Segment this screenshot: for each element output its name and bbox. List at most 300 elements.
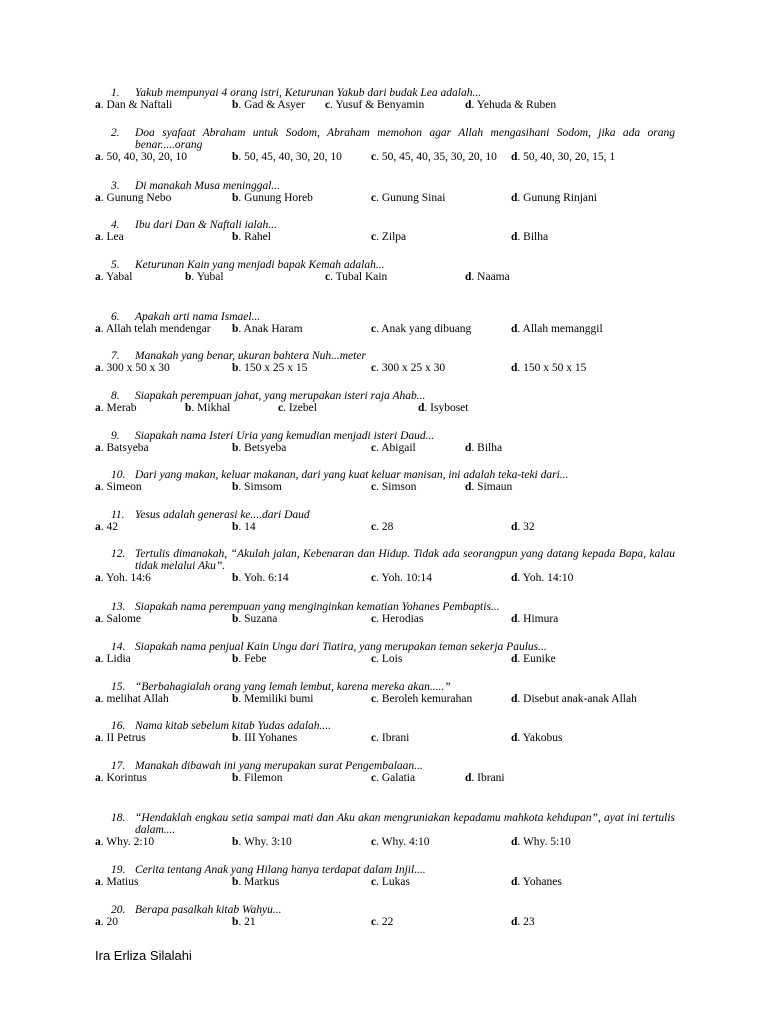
answer-option-d: d. Naama [465, 271, 510, 283]
answer-option-b: b. 50, 45, 40, 30, 20, 10 [232, 151, 342, 163]
question-item [95, 219, 675, 244]
question-number: 3. [111, 180, 120, 192]
question-number: 10. [111, 469, 126, 481]
option-text: 300 x 25 x 30 [381, 362, 446, 374]
option-letter: a [95, 732, 101, 744]
option-letter: a [95, 613, 101, 625]
option-letter: d [465, 99, 472, 111]
option-letter: b [232, 653, 239, 665]
answer-option-d: d. 23 [511, 916, 535, 928]
answer-option-d: d. Ibrani [465, 772, 505, 784]
answer-option-a: a. Yabal [95, 271, 133, 283]
answer-option-a: a. Gunung Nebo [95, 192, 172, 204]
question-text: Keturunan Kain yang menjadi bapak Kemah adalah... [135, 259, 385, 271]
option-text: Bilha [477, 442, 503, 454]
question-text-line [95, 548, 675, 572]
option-letter: a [95, 151, 101, 163]
question-item [95, 641, 675, 666]
option-text: 20 [106, 916, 118, 928]
question-item [95, 760, 675, 785]
question-text-line [95, 681, 675, 693]
question-item [95, 390, 675, 415]
question-text-line [95, 87, 675, 99]
option-letter: c [325, 271, 331, 283]
question-item [95, 548, 675, 585]
option-text: 50, 40, 30, 20, 15, 1 [523, 151, 616, 163]
question-text: Ibu dari Dan & Naftali ialah... [135, 219, 277, 231]
option-text: Gunung Horeb [244, 192, 313, 204]
option-letter: b [185, 271, 192, 283]
option-letter: a [95, 481, 101, 493]
option-letter: d [511, 151, 518, 163]
answer-option-c: c. Simson [371, 481, 417, 493]
question-text: Siapakah perempuan jahat, yang merupakan isteri raja Ahab... [135, 390, 426, 402]
option-text: Gunung Sinai [381, 192, 446, 204]
option-letter: d [511, 613, 518, 625]
option-letter: d [511, 916, 518, 928]
footer-author: Ira Erliza Silalahi [95, 948, 192, 963]
question-text: Tertulis dimanakah, “Akulah jalan, Kebenaran dan Hidup. Tidak ada seorangpun yang datang kepada Bapa, kalau tidak melalui Aku”. [135, 548, 675, 572]
option-letter: a [95, 192, 101, 204]
option-letter: c [371, 362, 377, 374]
question-number: 13. [111, 601, 126, 613]
option-letter: c [371, 772, 377, 784]
answer-option-b: b. Suzana [232, 613, 278, 625]
answer-option-c: c. Abigail [371, 442, 416, 454]
answer-option-b: b. Markus [232, 876, 280, 888]
option-text: Izebel [288, 402, 317, 414]
question-text-line [95, 259, 675, 271]
question-item [95, 87, 675, 112]
option-text: Lukas [381, 876, 410, 888]
question-number: 12. [111, 548, 126, 560]
option-letter: b [232, 732, 239, 744]
option-text: Yusuf & Benyamin [335, 99, 425, 111]
option-text: 23 [523, 916, 535, 928]
option-text: Naama [477, 271, 510, 283]
question-text-line [95, 641, 675, 653]
option-letter: d [511, 192, 518, 204]
question-number: 16. [111, 720, 126, 732]
answer-option-a: a. II Petrus [95, 732, 146, 744]
option-letter: a [95, 521, 101, 533]
option-text: Lea [106, 231, 124, 243]
option-letter: a [95, 836, 101, 848]
answer-option-c: c. Herodias [371, 613, 424, 625]
option-letter: c [371, 732, 377, 744]
option-letter: a [95, 402, 101, 414]
answer-options [95, 772, 675, 785]
option-text: 150 x 50 x 15 [523, 362, 587, 374]
question-text: Berapa pasalkah kitab Wahyu... [135, 904, 282, 916]
answer-option-d: d. Bilha [511, 231, 549, 243]
question-item [95, 601, 675, 626]
option-text: Memiliki bumi [244, 693, 314, 705]
option-text: 50, 40, 30, 20, 10 [106, 151, 187, 163]
option-text: Simeon [106, 481, 142, 493]
answer-option-b: b. 150 x 25 x 15 [232, 362, 308, 374]
question-text-line [95, 311, 675, 323]
option-letter: b [232, 772, 239, 784]
option-letter: b [232, 572, 239, 584]
answer-option-d: d. Allah memanggil [511, 323, 603, 335]
option-text: Yohanes [522, 876, 562, 888]
answer-options [95, 323, 675, 336]
option-letter: c [371, 442, 377, 454]
option-letter: c [371, 231, 377, 243]
option-text: 14 [244, 521, 256, 533]
answer-option-c: c. 300 x 25 x 30 [371, 362, 446, 374]
option-letter: b [232, 521, 239, 533]
question-item [95, 812, 675, 849]
question-number: 20. [111, 904, 126, 916]
option-text: 32 [523, 521, 535, 533]
option-letter: d [511, 693, 518, 705]
option-letter: b [232, 836, 239, 848]
option-text: Yubal [196, 271, 224, 283]
answer-option-a: a. Yoh. 14:6 [95, 572, 151, 584]
answer-options [95, 916, 675, 929]
option-letter: c [371, 481, 377, 493]
answer-option-c: c. Galatia [371, 772, 416, 784]
question-text: Di manakah Musa meninggal... [135, 180, 281, 192]
answer-option-a: a. Batsyeba [95, 442, 149, 454]
option-letter: c [371, 192, 377, 204]
question-item [95, 259, 675, 284]
question-item [95, 681, 675, 706]
option-text: Bilha [523, 231, 549, 243]
question-number: 11. [111, 509, 125, 521]
option-text: 28 [381, 521, 394, 533]
option-letter: d [511, 836, 518, 848]
option-letter: a [95, 772, 101, 784]
option-letter: b [232, 192, 239, 204]
option-letter: b [232, 481, 239, 493]
answer-option-c: c. Lukas [371, 876, 410, 888]
option-letter: d [511, 653, 518, 665]
option-text: Why. 5:10 [522, 836, 571, 848]
option-letter: b [232, 231, 239, 243]
question-text-line [95, 904, 675, 916]
question-number: 7. [111, 350, 120, 362]
answer-option-a: a. Salome [95, 613, 141, 625]
question-text-line [95, 601, 675, 613]
answer-options [95, 481, 675, 494]
answer-option-b: b. Betsyeba [232, 442, 287, 454]
option-text: Herodias [381, 613, 424, 625]
question-text-line [95, 720, 675, 732]
answer-option-a: a. 300 x 50 x 30 [95, 362, 170, 374]
option-text: Yoh. 14:10 [522, 572, 574, 584]
option-text: 22 [381, 916, 394, 928]
option-text: Gunung Nebo [106, 192, 172, 204]
option-text: 50, 45, 40, 35, 30, 20, 10 [381, 151, 497, 163]
answer-option-d: d. Yakobus [511, 732, 563, 744]
option-letter: a [95, 572, 101, 584]
option-text: Yoh. 6:14 [243, 572, 289, 584]
option-letter: d [511, 876, 518, 888]
question-number: 8. [111, 390, 120, 402]
answer-option-c: c. Izebel [278, 402, 317, 414]
answer-option-b: b. Yoh. 6:14 [232, 572, 289, 584]
option-text: Simsom [244, 481, 282, 493]
answer-option-a: a. Merab [95, 402, 137, 414]
answer-option-b: b. Mikhal [185, 402, 231, 414]
option-letter: b [232, 613, 239, 625]
answer-option-c: c. Ibrani [371, 732, 410, 744]
option-letter: c [371, 693, 377, 705]
option-text: Gunung Rinjani [523, 192, 597, 204]
option-text: Korintus [106, 772, 147, 784]
question-text: Yakub mempunyai 4 orang istri, Keturunan Yakub dari budak Lea adalah... [135, 87, 482, 99]
option-text: Gad & Asyer [244, 99, 305, 111]
answer-option-d: d. Bilha [465, 442, 503, 454]
option-text: 21 [244, 916, 256, 928]
option-text: Yoh. 10:14 [381, 572, 433, 584]
answer-options [95, 231, 675, 244]
question-item [95, 430, 675, 455]
answer-options [95, 732, 675, 745]
answer-option-c: c. Yoh. 10:14 [371, 572, 433, 584]
option-text: III Yohanes [244, 732, 298, 744]
answer-option-c: c. 28 [371, 521, 394, 533]
question-text-line [95, 430, 675, 442]
option-text: Disebut anak-anak Allah [523, 693, 637, 705]
option-text: Galatia [381, 772, 416, 784]
question-text: Doa syafaat Abraham untuk Sodom, Abraham memohon agar Allah mengasihani Sodom, jika ada orang benar.....orang [135, 127, 675, 151]
question-text: “Berbahagialah orang yang lemah lembut, karena mereka akan.....” [135, 681, 451, 693]
option-letter: a [95, 271, 101, 283]
answer-options [95, 613, 675, 626]
answer-option-c: c. Beroleh kemurahan [371, 693, 473, 705]
option-letter: d [511, 231, 518, 243]
answer-option-c: c. 50, 45, 40, 35, 30, 20, 10 [371, 151, 497, 163]
option-letter: a [95, 231, 101, 243]
question-number: 19. [111, 864, 126, 876]
option-letter: b [232, 323, 239, 335]
option-text: Febe [244, 653, 267, 665]
option-text: Ibrani [477, 772, 505, 784]
question-item [95, 904, 675, 929]
answer-option-b: b. Why. 3:10 [232, 836, 292, 848]
option-letter: d [511, 323, 518, 335]
question-text: Cerita tentang Anak yang Hilang hanya terdapat dalam Injil.... [135, 864, 426, 876]
question-item [95, 180, 675, 205]
answer-option-c: c. Zilpa [371, 231, 407, 243]
option-letter: d [465, 442, 472, 454]
option-text: Allah telah mendengar [105, 323, 211, 335]
option-text: 50, 45, 40, 30, 20, 10 [244, 151, 342, 163]
question-text-line [95, 390, 675, 402]
option-text: Beroleh kemurahan [381, 693, 473, 705]
option-letter: c [278, 402, 284, 414]
answer-option-b: b. Filemon [232, 772, 283, 784]
option-text: Yakobus [522, 732, 563, 744]
answer-option-b: b. Rahel [232, 231, 271, 243]
answer-option-a: a. Lidia [95, 653, 131, 665]
option-letter: b [185, 402, 192, 414]
answer-option-b: b. Yubal [185, 271, 224, 283]
question-text-line [95, 509, 675, 521]
option-letter: a [95, 99, 101, 111]
question-text-line [95, 219, 675, 231]
option-letter: b [232, 151, 239, 163]
answer-option-d: d. Gunung Rinjani [511, 192, 597, 204]
answer-options [95, 192, 675, 205]
option-text: II Petrus [106, 732, 146, 744]
answer-option-b: b. Gad & Asyer [232, 99, 305, 111]
option-text: Ibrani [381, 732, 410, 744]
option-letter: d [465, 481, 472, 493]
answer-option-d: d. Disebut anak-anak Allah [511, 693, 637, 705]
option-letter: a [95, 442, 101, 454]
question-item [95, 311, 675, 336]
option-letter: c [325, 99, 331, 111]
answer-option-b: b. Gunung Horeb [232, 192, 313, 204]
answer-option-c: c. Yusuf & Benyamin [325, 99, 425, 111]
answer-options [95, 653, 675, 666]
option-letter: c [371, 653, 377, 665]
answer-option-d: d. Himura [511, 613, 559, 625]
option-text: Isyboset [430, 402, 469, 414]
answer-options [95, 151, 675, 164]
option-letter: a [95, 693, 101, 705]
answer-option-a: a. Allah telah mendengar [95, 323, 211, 335]
option-text: 150 x 25 x 15 [244, 362, 308, 374]
question-text: Manakah dibawah ini yang merupakan surat Pengembalaan... [135, 760, 423, 772]
question-text: Siapakah nama Isteri Uria yang kemudian menjadi isteri Daud... [135, 430, 435, 442]
option-letter: b [232, 442, 239, 454]
answer-option-a: a. Lea [95, 231, 124, 243]
option-text: Suzana [244, 613, 278, 625]
answer-option-d: d. 150 x 50 x 15 [511, 362, 587, 374]
option-text: Why. 3:10 [243, 836, 292, 848]
option-text: Zilpa [381, 231, 407, 243]
question-number: 18. [111, 812, 126, 824]
answer-option-d: d. Eunike [511, 653, 556, 665]
question-number: 5. [111, 259, 120, 271]
option-text: Matius [106, 876, 139, 888]
answer-option-c: c. Why. 4:10 [371, 836, 430, 848]
option-text: melihat Allah [106, 693, 169, 705]
question-text: Manakah yang benar, ukuran bahtera Nuh...meter [135, 350, 366, 362]
answer-options [95, 521, 675, 534]
option-text: Mikhal [197, 402, 231, 414]
option-text: Salome [106, 613, 141, 625]
question-item [95, 509, 675, 534]
question-number: 17. [111, 760, 126, 772]
option-letter: d [511, 732, 518, 744]
option-text: Anak yang dibuang [381, 323, 472, 335]
question-text-line [95, 350, 675, 362]
answer-options [95, 836, 675, 849]
question-item [95, 720, 675, 745]
option-letter: c [371, 836, 377, 848]
option-letter: c [371, 876, 377, 888]
option-letter: a [95, 323, 101, 335]
answer-option-c: c. Lois [371, 653, 403, 665]
answer-option-d: d. Isyboset [418, 402, 469, 414]
question-text-line [95, 127, 675, 151]
question-text: Yesus adalah generasi ke....dari Daud [135, 509, 310, 521]
answer-option-a: a. Matius [95, 876, 139, 888]
answer-option-b: b. Febe [232, 653, 267, 665]
option-letter: a [95, 362, 101, 374]
answer-option-a: a. 20 [95, 916, 118, 928]
option-text: Why. 2:10 [106, 836, 155, 848]
option-letter: d [418, 402, 425, 414]
answer-options [95, 876, 675, 889]
question-text-line [95, 864, 675, 876]
answer-options [95, 442, 675, 455]
answer-option-a: a. Dan & Naftali [95, 99, 173, 111]
option-text: 42 [106, 521, 118, 533]
answer-option-d: d. 32 [511, 521, 535, 533]
option-letter: b [232, 916, 239, 928]
answer-option-a: a. Simeon [95, 481, 142, 493]
answer-option-b: b. III Yohanes [232, 732, 298, 744]
answer-option-c: c. Tubal Kain [325, 271, 388, 283]
question-text-line [95, 760, 675, 772]
option-letter: c [371, 521, 377, 533]
question-text: Dari yang makan, keluar makanan, dari yang kuat keluar manisan, ini adalah teka-teki dari... [135, 469, 569, 481]
option-text: Dan & Naftali [106, 99, 173, 111]
answer-options [95, 402, 675, 415]
option-letter: c [371, 572, 377, 584]
option-text: Abigail [381, 442, 416, 454]
question-text-line [95, 180, 675, 192]
option-letter: c [371, 323, 377, 335]
question-item [95, 864, 675, 889]
answer-option-c: c. Anak yang dibuang [371, 323, 472, 335]
answer-option-b: b. Simsom [232, 481, 282, 493]
question-number: 2. [111, 127, 120, 139]
question-text: Apakah arti nama Ismael... [135, 311, 261, 323]
answer-option-d: d. Simaun [465, 481, 513, 493]
answer-option-a: a. 42 [95, 521, 118, 533]
answer-option-b: b. 14 [232, 521, 256, 533]
option-text: Simson [381, 481, 417, 493]
option-text: Simaun [477, 481, 513, 493]
answer-option-d: d. Yehuda & Ruben [465, 99, 557, 111]
option-text: Betsyeba [244, 442, 287, 454]
option-text: Yoh. 14:6 [106, 572, 151, 584]
question-item [95, 127, 675, 164]
answer-options [95, 572, 675, 585]
option-letter: c [371, 151, 377, 163]
option-letter: a [95, 916, 101, 928]
question-number: 15. [111, 681, 126, 693]
question-text: Nama kitab sebelum kitab Yudas adalah.... [135, 720, 332, 732]
option-text: Markus [244, 876, 280, 888]
option-letter: b [232, 362, 239, 374]
option-letter: a [95, 876, 101, 888]
option-text: Tubal Kain [335, 271, 388, 283]
answer-option-a: a. Korintus [95, 772, 147, 784]
option-text: Lois [381, 653, 403, 665]
option-letter: d [465, 772, 472, 784]
option-letter: b [232, 99, 239, 111]
option-text: Yabal [106, 271, 133, 283]
answer-option-b: b. Anak Haram [232, 323, 303, 335]
option-text: Himura [523, 613, 559, 625]
option-letter: d [511, 362, 518, 374]
option-letter: b [232, 876, 239, 888]
answer-option-a: a. Why. 2:10 [95, 836, 155, 848]
option-letter: d [511, 572, 518, 584]
question-number: 6. [111, 311, 120, 323]
question-number: 9. [111, 430, 120, 442]
